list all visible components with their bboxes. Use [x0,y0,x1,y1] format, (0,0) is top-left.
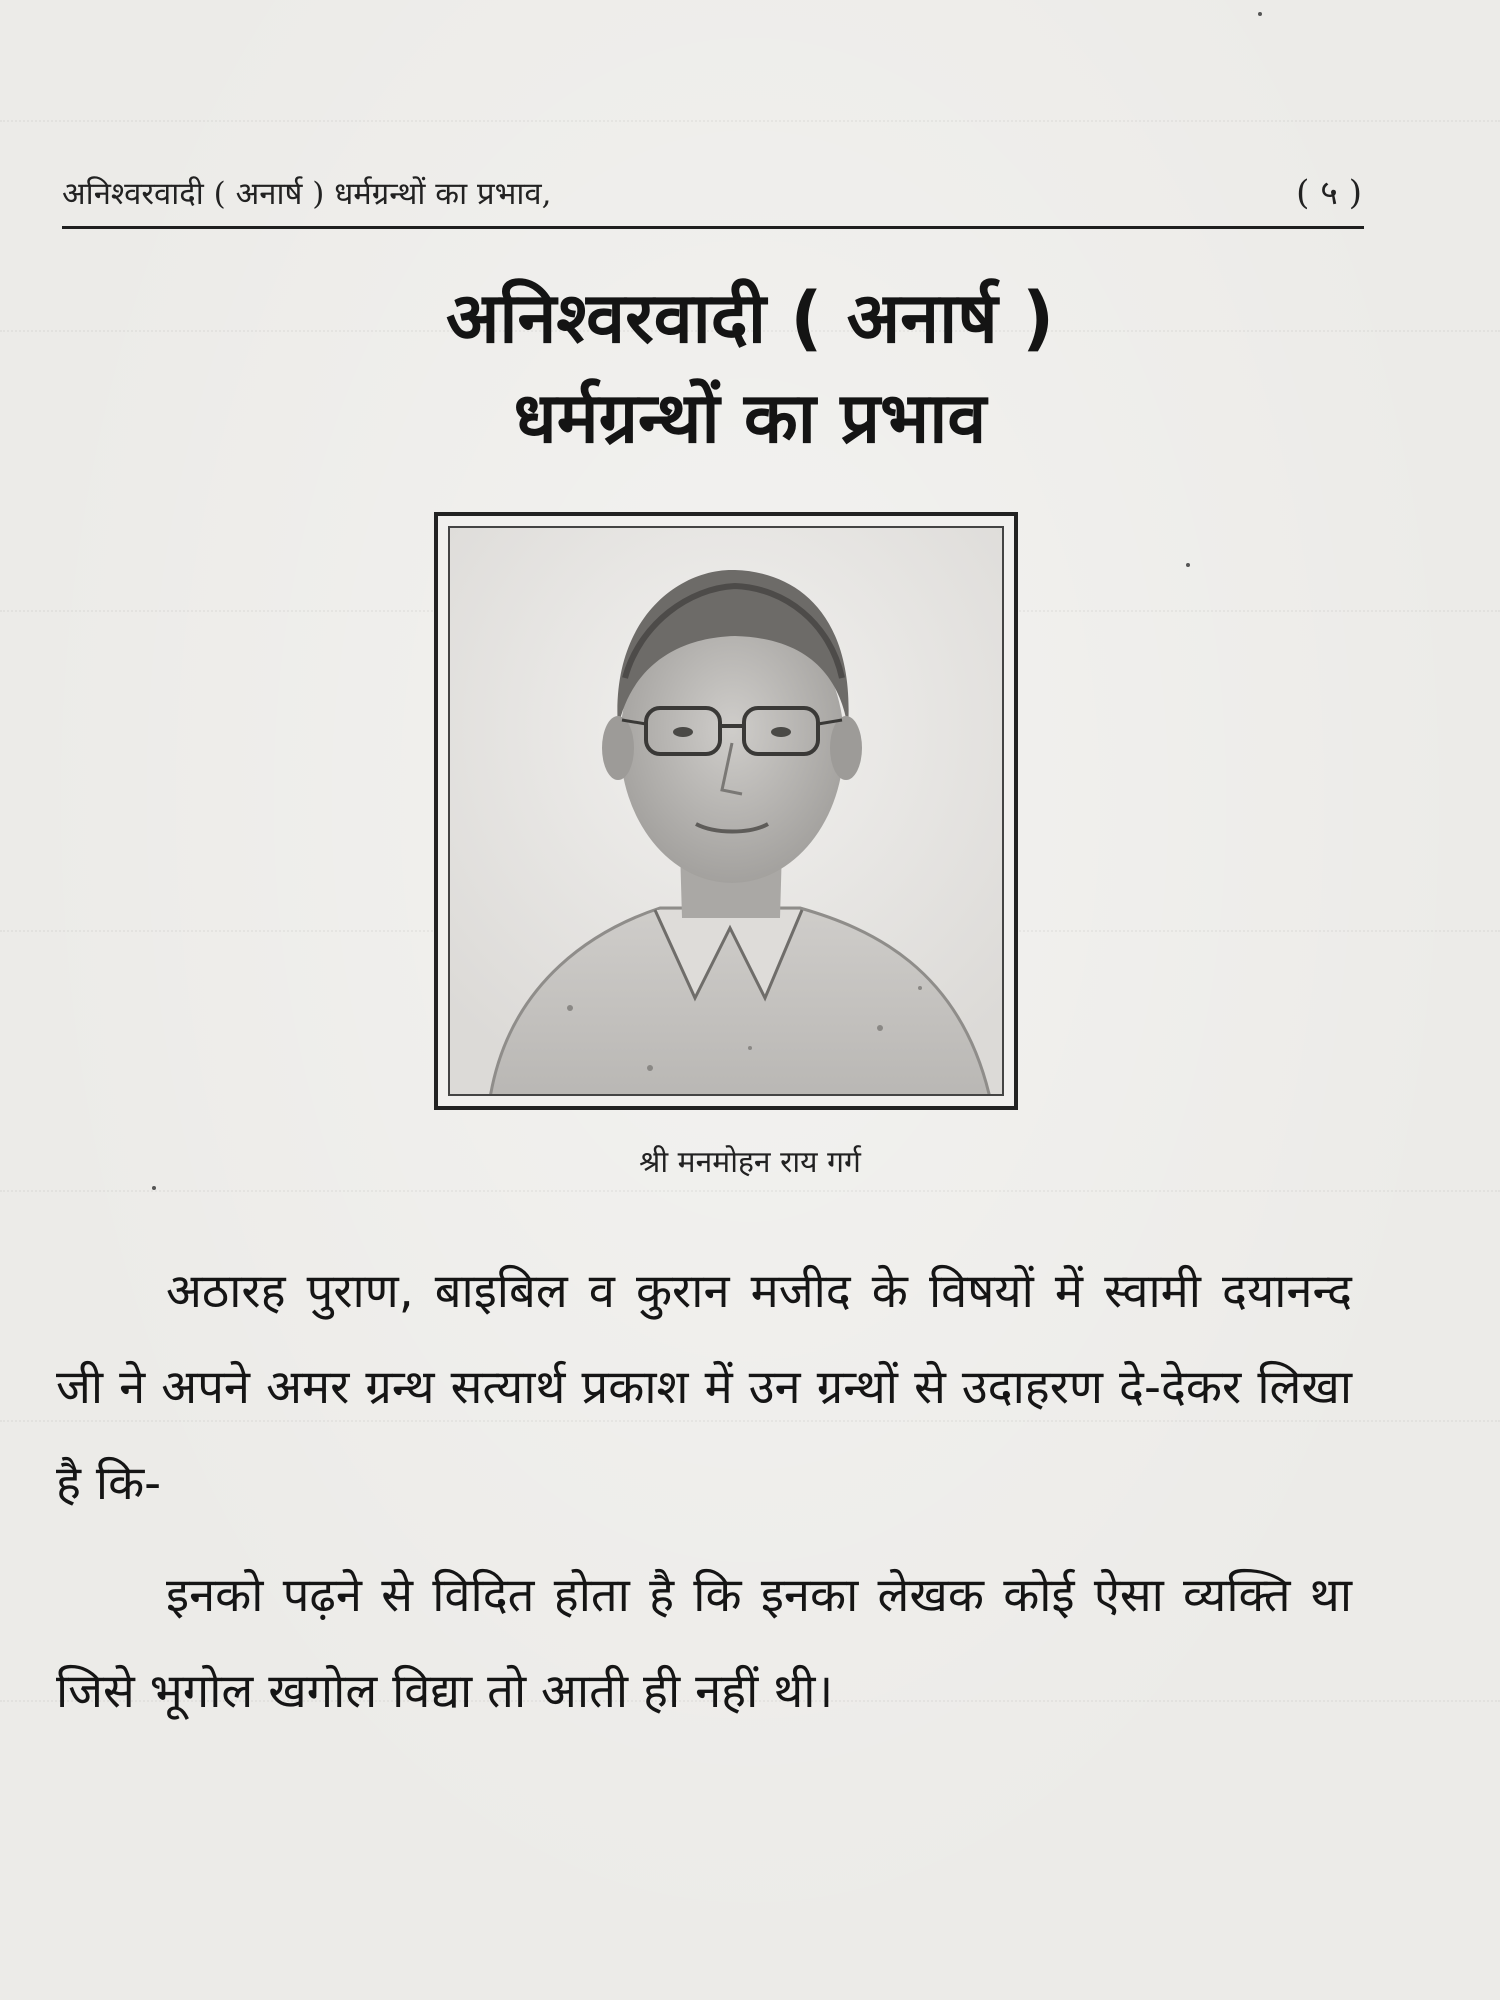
print-speck [1186,563,1190,567]
print-speck [1258,12,1262,16]
running-head-title: अनिश्वरवादी ( अनार्ष ) धर्मग्रन्थों का प्रभाव, [62,176,552,212]
running-head-rule [62,226,1364,229]
bleed-through-line [0,1190,1500,1193]
print-speck [152,1186,156,1190]
chapter-title-line-2: धर्मग्रन्थों का प्रभाव [513,377,987,459]
portrait-photo [448,526,1004,1096]
chapter-title [0,268,1500,468]
paragraph-1: अठारह पुराण, बाइबिल व कुरान मजीद के विषयों में स्वामी दयानन्द जी ने अपने अमर ग्रन्थ सत्यार्थ प्रकाश में उन ग्रन्थों से उदाहरण दे-देकर लिखा है कि- [56,1264,1352,1511]
portrait-illustration [450,528,1004,1096]
portrait-frame [434,512,1018,1110]
paragraph-2: इनको पढ़ने से विदित होता है कि इनका लेखक कोई ऐसा व्यक्ति था जिसे भूगोल खगोल विद्या तो आती ही नहीं थी। [56,1568,1352,1719]
bleed-through-line [0,120,1500,123]
portrait-caption: श्री मनमोहन राय गर्ग [639,1145,861,1180]
body-text [56,1244,1352,1740]
running-head [62,168,1362,218]
page-number: ( ५ ) [1296,173,1362,213]
chapter-title-line-1: अनिश्वरवादी ( अनार्ष ) [445,277,1055,359]
